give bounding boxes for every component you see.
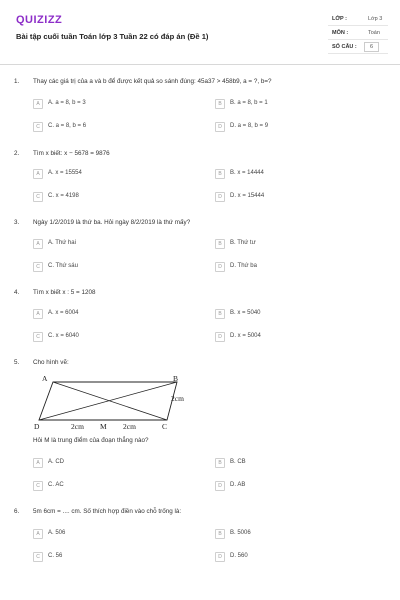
question-text: 5m 6cm = .... cm. Số thích hợp điền vào chỗ trống là: (33, 508, 182, 515)
vertex-label-a: A (42, 374, 48, 383)
question-text: Thay các giá trị của a và b để được kết quả so sánh đúng: 45a37 > 458b9, a = ?, b=? (33, 78, 272, 85)
worksheet-header (0, 0, 400, 64)
option-letter-box[interactable]: C (33, 262, 43, 272)
option-text: B. x = 14444 (230, 170, 264, 176)
option-d[interactable] (215, 330, 375, 344)
option-letter-box[interactable]: A (33, 239, 43, 249)
option-text: A. CD (48, 459, 65, 465)
worksheet-meta (328, 12, 388, 54)
quizizz-logo: QUIZIZZ (16, 14, 63, 26)
option-c[interactable] (33, 190, 193, 204)
question-text: Tìm x biết x : 5 = 1208 (33, 289, 96, 296)
option-text: C. x = 4198 (48, 193, 79, 199)
meta-class-value: Lớp 3 (368, 16, 383, 22)
question-number: 1. (14, 78, 20, 85)
meta-count-row (328, 40, 388, 54)
option-text: C. a = 8, b = 6 (48, 123, 87, 129)
option-text: C. AC (48, 482, 64, 488)
option-c[interactable] (33, 260, 193, 274)
option-letter-box[interactable]: D (215, 481, 225, 491)
option-c[interactable] (33, 330, 193, 344)
vertex-label-d: D (34, 422, 40, 431)
meta-subject-value: Toán (368, 30, 380, 36)
measure-dm: 2cm (71, 422, 84, 431)
option-text: B. CB (230, 459, 246, 465)
option-text: D. x = 5004 (230, 333, 261, 339)
option-text: B. 5006 (230, 530, 251, 536)
option-b[interactable] (215, 307, 375, 321)
question-number: 6. (14, 508, 20, 515)
option-a[interactable] (33, 97, 193, 111)
option-text: B. a = 8, b = 1 (230, 100, 268, 106)
option-text: A. 506 (48, 530, 66, 536)
question-number: 4. (14, 289, 20, 296)
option-letter-box[interactable]: B (215, 458, 225, 468)
meta-class-key: LỚP : (332, 16, 347, 22)
question-number: 2. (14, 150, 20, 157)
meta-count-key: SỐ CÂU : (332, 44, 357, 50)
option-b[interactable] (215, 167, 375, 181)
meta-subject-row (328, 26, 388, 40)
option-letter-box[interactable]: A (33, 309, 43, 319)
option-d[interactable] (215, 550, 375, 564)
option-text: D. a = 8, b = 9 (230, 123, 269, 129)
option-text: D. Thứ ba (230, 263, 257, 269)
meta-class-row (328, 12, 388, 26)
option-text: C. 56 (48, 553, 63, 559)
option-letter-box[interactable]: B (215, 99, 225, 109)
diagonal-bd (39, 382, 177, 420)
option-c[interactable] (33, 479, 193, 493)
meta-subject-key: MÔN : (332, 30, 349, 36)
option-a[interactable] (33, 167, 193, 181)
option-letter-box[interactable]: B (215, 239, 225, 249)
question-text: Tìm x biết: x − 5678 = 9876 (33, 150, 110, 157)
option-letter-box[interactable]: D (215, 552, 225, 562)
point-label-m: M (100, 422, 107, 431)
question-text: Ngày 1/2/2019 là thứ ba. Hỏi ngày 8/2/2019 là thứ mấy? (33, 219, 191, 226)
option-a[interactable] (33, 307, 193, 321)
option-letter-box[interactable]: D (215, 332, 225, 342)
option-d[interactable] (215, 120, 375, 134)
header-divider (0, 64, 400, 65)
option-text: A. a = 8, b = 3 (48, 100, 86, 106)
option-letter-box[interactable]: A (33, 529, 43, 539)
parallelogram-diagram (30, 370, 200, 432)
option-letter-box[interactable]: D (215, 192, 225, 202)
option-b[interactable] (215, 237, 375, 251)
option-text: C. x = 6040 (48, 333, 79, 339)
option-text: C. Thứ sáu (48, 263, 78, 269)
option-a[interactable] (33, 527, 193, 541)
option-text: D. 560 (230, 553, 248, 559)
option-c[interactable] (33, 120, 193, 134)
option-letter-box[interactable]: C (33, 332, 43, 342)
option-b[interactable] (215, 527, 375, 541)
option-text: D. x = 15444 (230, 193, 265, 199)
measure-mc: 2cm (123, 422, 136, 431)
diagonal-ac (53, 382, 167, 420)
option-b[interactable] (215, 456, 375, 470)
meta-count-value: 6 (364, 42, 379, 52)
option-letter-box[interactable]: D (215, 122, 225, 132)
option-letter-box[interactable]: B (215, 529, 225, 539)
option-text: A. x = 15554 (48, 170, 82, 176)
option-b[interactable] (215, 97, 375, 111)
option-text: B. x = 5040 (230, 310, 261, 316)
option-a[interactable] (33, 237, 193, 251)
option-a[interactable] (33, 456, 193, 470)
vertex-label-c: C (162, 422, 168, 431)
option-text: A. x = 6004 (48, 310, 79, 316)
option-letter-box[interactable]: C (33, 122, 43, 132)
option-d[interactable] (215, 479, 375, 493)
option-text: A. Thứ hai (48, 240, 76, 246)
option-letter-box[interactable]: C (33, 552, 43, 562)
measure-bc: 2cm (171, 394, 184, 403)
option-letter-box[interactable]: C (33, 481, 43, 491)
vertex-label-b: B (173, 374, 179, 383)
option-letter-box[interactable]: B (215, 309, 225, 319)
worksheet-title: Bài tập cuối tuần Toán lớp 3 Tuần 22 có đáp án (Đề 1) (16, 32, 209, 41)
option-d[interactable] (215, 260, 375, 274)
option-text: D. AB (230, 482, 246, 488)
option-letter-box[interactable]: A (33, 99, 43, 109)
question-number: 5. (14, 359, 20, 366)
question-text: Cho hình vẽ: (33, 359, 69, 366)
option-c[interactable] (33, 550, 193, 564)
option-text: B. Thứ tư (230, 240, 256, 246)
option-letter-box[interactable]: C (33, 192, 43, 202)
option-letter-box[interactable]: A (33, 458, 43, 468)
question-number: 3. (14, 219, 20, 226)
question-subtext: Hỏi M là trung điểm của đoạn thẳng nào? (33, 437, 149, 444)
option-letter-box[interactable]: B (215, 169, 225, 179)
option-letter-box[interactable]: A (33, 169, 43, 179)
option-d[interactable] (215, 190, 375, 204)
option-letter-box[interactable]: D (215, 262, 225, 272)
parallelogram-figure (30, 370, 200, 432)
